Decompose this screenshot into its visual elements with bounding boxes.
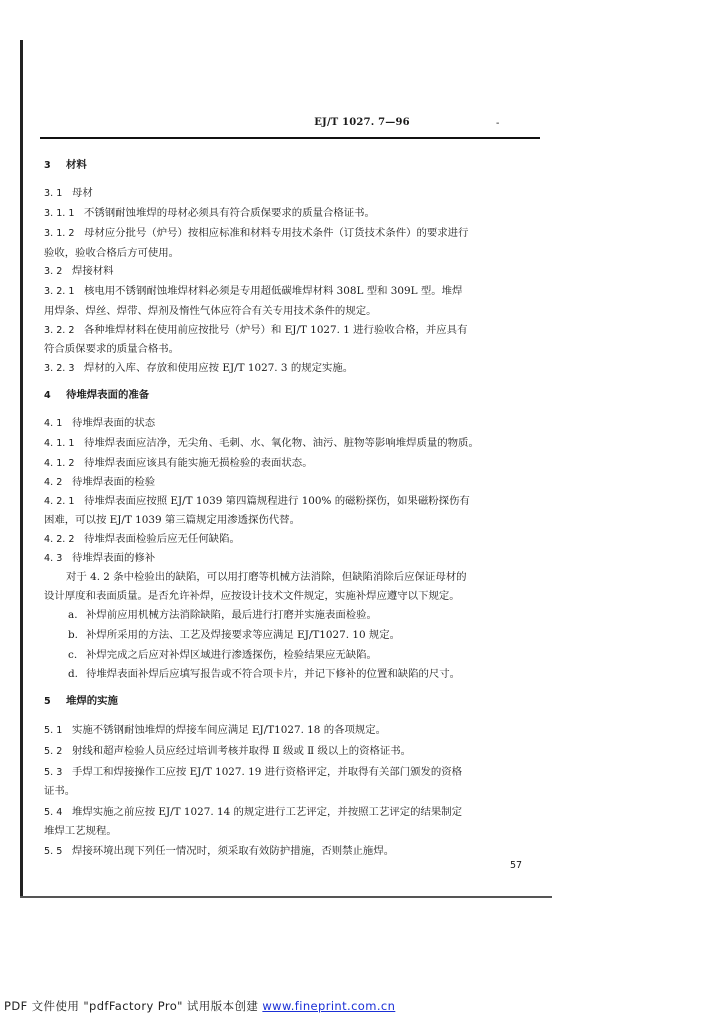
section-heading: 5 堆焊的实施 [44, 695, 118, 707]
clause-continuation: 堆焊工艺规程。 [44, 825, 117, 837]
clause: 3. 2. 3 焊材的入库、存放和使用应按 EJ/T 1027. 3 的规定实施。 [44, 362, 354, 374]
header-rule [40, 137, 540, 139]
scan-edge-bottom [20, 896, 552, 898]
clause: 3. 2. 2 各种堆焊材料在使用前应按批号（炉号）和 EJ/T 1027. 1 进行验收合格，并应具有 [44, 324, 468, 336]
clause-continuation: 困难，可以按 EJ/T 1039 第三篇规定用渗透探伤代替。 [44, 514, 300, 526]
clause: 5. 1 实施不锈钢耐蚀堆焊的焊接车间应满足 EJ/T1027. 18 的各项规定。 [44, 724, 387, 736]
paragraph: 对于 4. 2 条中检验出的缺陷，可以用打磨等机械方法消除，但缺陷消除后应保证母材的 [66, 571, 467, 583]
clause: 3. 2. 1 核电用不锈钢耐蚀堆焊材料必须是专用超低碳堆焊材料 308L 型和 309L 型。堆焊 [44, 285, 463, 297]
clause: 4. 1. 1 待堆焊表面应洁净，无尖角、毛刺、水、氧化物、油污、脏物等影响堆焊质量的物质。 [44, 437, 479, 449]
subsection-heading: 4. 1 待堆焊表面的状态 [44, 417, 156, 429]
clause: 5. 4 堆焊实施之前应按 EJ/T 1027. 14 的规定进行工艺评定，并按照工艺评定的结果制定 [44, 806, 463, 818]
footer-text: PDF 文件使用 "pdfFactory Pro" 试用版本创建 [4, 999, 259, 1013]
clause: 3. 1. 1 不锈钢耐蚀堆焊的母材必须具有符合质保要求的质量合格证书。 [44, 207, 375, 219]
section-heading: 3 材料 [44, 159, 87, 171]
scan-edge-left [20, 40, 23, 898]
list-item: b. 补焊所采用的方法、工艺及焊接要求等应满足 EJ/T1027. 10 规定。 [68, 629, 401, 641]
clause: 5. 5 焊接环境出现下列任一情况时，须采取有效防护措施，否则禁止施焊。 [44, 845, 395, 857]
page-header: EJ/T 1027. 7—96 [314, 117, 410, 128]
paragraph-continuation: 设计厚度和表面质量。是否允许补焊，应按设计技术文件规定，实施补焊应遵守以下规定。 [44, 590, 460, 602]
header-mark: - [496, 118, 500, 129]
clause-continuation: 符合质保要求的质量合格书。 [44, 343, 180, 355]
clause: 4. 2. 1 待堆焊表面应按照 EJ/T 1039 第四篇规程进行 100% 的磁粉探伤，如果磁粉探伤有 [44, 495, 470, 507]
page-number: 57 [510, 860, 523, 871]
clause: 3. 1. 2 母材应分批号（炉号）按相应标准和材料专用技术条件（订货技术条件）的要求进行 [44, 227, 469, 239]
clause-continuation: 用焊条、焊丝、焊带、焊剂及惰性气体应符合有关专用技术条件的规定。 [44, 305, 377, 317]
clause: 5. 3 手焊工和焊接操作工应按 EJ/T 1027. 19 进行资格评定，并取得有关部门颁发的资格 [44, 766, 463, 778]
clause: 4. 2. 2 待堆焊表面检验后应无任何缺陷。 [44, 533, 240, 545]
footer-link[interactable]: www.fineprint.com.cn [262, 999, 396, 1013]
list-item: a. 补焊前应用机械方法消除缺陷，最后进行打磨并实施表面检验。 [68, 609, 377, 621]
list-item: c. 补焊完成之后应对补焊区域进行渗透探伤，检验结果应无缺陷。 [68, 649, 377, 661]
subsection-heading: 4. 2 待堆焊表面的检验 [44, 476, 156, 488]
subsection-heading: 3. 1 母材 [44, 187, 93, 199]
pdf-watermark-footer [4, 998, 395, 1014]
subsection-heading: 4. 3 待堆焊表面的修补 [44, 552, 156, 564]
clause-continuation: 证书。 [44, 785, 76, 797]
clause: 5. 2 射线和超声检验人员应经过培训考核并取得 Ⅱ 级或 Ⅱ 级以上的资格证书。 [44, 745, 412, 757]
clause-continuation: 验收，验收合格后方可使用。 [44, 247, 180, 259]
list-item: d. 待堆焊表面补焊后应填写报告或不符合项卡片，并记下修补的位置和缺陷的尺寸。 [68, 668, 461, 680]
section-heading: 4 待堆焊表面的准备 [44, 389, 150, 401]
subsection-heading: 3. 2 焊接材料 [44, 265, 114, 277]
clause: 4. 1. 2 待堆焊表面应该具有能实施无损检验的表面状态。 [44, 457, 313, 469]
